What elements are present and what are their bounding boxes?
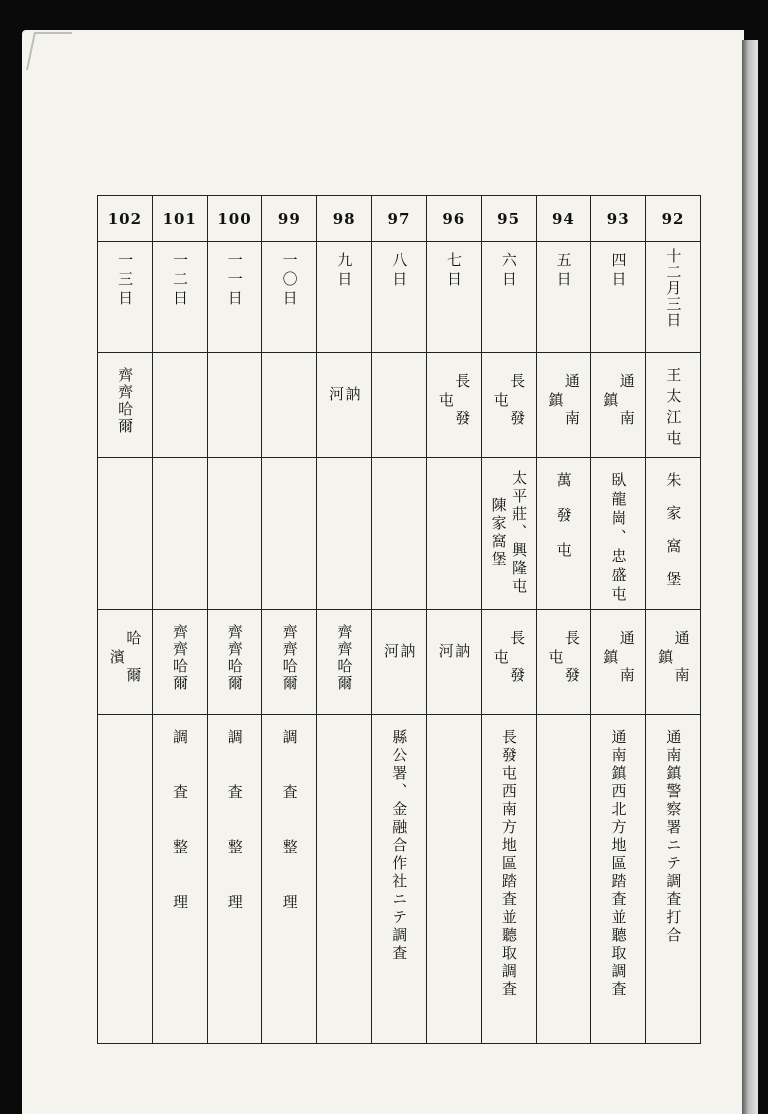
cell-d: [207, 715, 262, 1044]
cell-a: [262, 353, 317, 458]
date-text: 五日: [554, 252, 573, 290]
cell-a: [536, 353, 591, 458]
cell-num-93: [591, 196, 646, 242]
cell-c: [262, 610, 317, 715]
cell-date: [536, 242, 591, 353]
cell-date: [207, 242, 262, 353]
cell-num-96: [426, 196, 481, 242]
entry-number: 101: [162, 210, 197, 228]
place-text: 訥河: [381, 642, 417, 692]
date-text: 一一日: [225, 252, 244, 309]
cell-d: [372, 715, 427, 1044]
entry-number: 98: [332, 210, 356, 228]
place-text: 訥河: [327, 385, 362, 435]
cell-b: [372, 458, 427, 610]
row-place-a: [98, 353, 701, 458]
cell-b: [646, 458, 701, 610]
remark-text: 調査整理: [225, 729, 244, 949]
place-text: 訥河: [436, 642, 472, 692]
cell-date: [481, 242, 536, 353]
place-text: 通南鎮: [656, 630, 691, 704]
page-edge: [742, 40, 758, 1114]
cell-a: [646, 353, 701, 458]
remark-text: 通南鎮西北方地區踏査並聽取調査: [609, 729, 628, 999]
cell-num-102: [98, 196, 153, 242]
cell-d: [536, 715, 591, 1044]
place-text: 長發屯: [546, 630, 581, 704]
place-text: 齊齊哈爾: [280, 624, 299, 692]
place-pair: [482, 470, 536, 596]
cell-b: [591, 458, 646, 610]
cell-date: [262, 242, 317, 353]
date-text: 十二月三日: [664, 248, 683, 328]
cell-num-101: [152, 196, 207, 242]
place-text: 齊齊哈爾: [225, 624, 244, 692]
row-place-c: [98, 610, 701, 715]
place-text: 通南鎮: [546, 373, 581, 447]
cell-a: [426, 353, 481, 458]
cell-date: [152, 242, 207, 353]
cell-c: [317, 610, 372, 715]
cell-b: [207, 458, 262, 610]
place-text: 長發屯: [491, 373, 527, 447]
cell-a: [591, 353, 646, 458]
place-text: 萬發屯: [554, 472, 573, 577]
remark-text: 調査整理: [280, 729, 299, 949]
date-text: 九日: [335, 252, 354, 290]
entry-number: 96: [442, 210, 466, 228]
cell-b: [152, 458, 207, 610]
place-text: 太平莊、興隆屯: [510, 470, 529, 596]
place-text: 長發屯: [436, 373, 472, 447]
place-text: 陳家窩堡: [489, 497, 508, 569]
cell-a: [481, 353, 536, 458]
place-text: 長發屯: [491, 630, 527, 704]
cell-c: [481, 610, 536, 715]
cell-d: [317, 715, 372, 1044]
cell-c: [536, 610, 591, 715]
cell-d: [152, 715, 207, 1044]
place-text: 哈爾濱: [107, 630, 143, 704]
row-number: [98, 196, 701, 242]
date-text: 四日: [609, 252, 628, 290]
cell-num-94: [536, 196, 591, 242]
cell-c: [98, 610, 153, 715]
cell-c: [646, 610, 701, 715]
cell-date: [317, 242, 372, 353]
cell-num-95: [481, 196, 536, 242]
date-text: 七日: [445, 252, 464, 290]
cell-a: [98, 353, 153, 458]
cell-c: [591, 610, 646, 715]
itinerary-table: [97, 195, 701, 1044]
remark-text: 通南鎮警察署ニテ調査打合: [664, 729, 683, 945]
cell-c: [372, 610, 427, 715]
cell-d: [426, 715, 481, 1044]
entry-number: 92: [661, 210, 685, 228]
cell-d: [262, 715, 317, 1044]
cell-d: [591, 715, 646, 1044]
entry-number: 94: [551, 210, 575, 228]
remark-text: 縣公署、金融合作社ニテ調査: [390, 729, 409, 963]
row-date: [98, 242, 701, 353]
cell-num-100: [207, 196, 262, 242]
entry-number: 95: [497, 210, 521, 228]
cell-date: [646, 242, 701, 353]
place-text: 王太江屯: [664, 367, 683, 451]
place-text: 通南鎮: [601, 373, 636, 447]
cell-date: [372, 242, 427, 353]
cell-a: [207, 353, 262, 458]
cell-num-99: [262, 196, 317, 242]
date-text: 六日: [499, 252, 518, 290]
cell-d: [646, 715, 701, 1044]
cell-d: [481, 715, 536, 1044]
cell-date: [591, 242, 646, 353]
date-text: 一二日: [170, 252, 189, 309]
place-text: 齊齊哈爾: [170, 624, 189, 692]
place-text: 齊齊哈爾: [335, 624, 354, 692]
place-text: 朱家窩堡: [664, 472, 683, 604]
folded-corner: [26, 32, 72, 70]
cell-a: [152, 353, 207, 458]
cell-num-98: [317, 196, 372, 242]
place-text: 通南鎮: [601, 630, 636, 704]
cell-b: [262, 458, 317, 610]
date-text: 一三日: [116, 252, 135, 309]
cell-b: [317, 458, 372, 610]
place-text: 臥龍崗、忠盛屯: [609, 472, 628, 605]
date-text: 八日: [390, 252, 409, 290]
cell-c: [152, 610, 207, 715]
cell-b: [98, 458, 153, 610]
entry-number: 102: [107, 210, 143, 228]
row-remarks: [98, 715, 701, 1044]
cell-b: [536, 458, 591, 610]
entry-number: 93: [606, 210, 630, 228]
cell-c: [207, 610, 262, 715]
place-text: 齊齊哈爾: [116, 367, 135, 435]
date-text: 一〇日: [280, 252, 299, 309]
remark-text: 長發屯西南方地區踏査並聽取調査: [499, 729, 518, 999]
cell-num-92: [646, 196, 701, 242]
cell-date: [98, 242, 153, 353]
cell-b: [426, 458, 481, 610]
cell-a: [372, 353, 427, 458]
entry-number: 100: [217, 210, 252, 228]
remark-text: 調査整理: [170, 729, 189, 949]
cell-a: [317, 353, 372, 458]
cell-date: [426, 242, 481, 353]
entry-number: 99: [277, 210, 301, 228]
cell-c: [426, 610, 481, 715]
cell-b-95: [481, 458, 536, 610]
entry-number: 97: [387, 210, 411, 228]
cell-d: [98, 715, 153, 1044]
row-place-b: [98, 458, 701, 610]
cell-num-97: [372, 196, 427, 242]
